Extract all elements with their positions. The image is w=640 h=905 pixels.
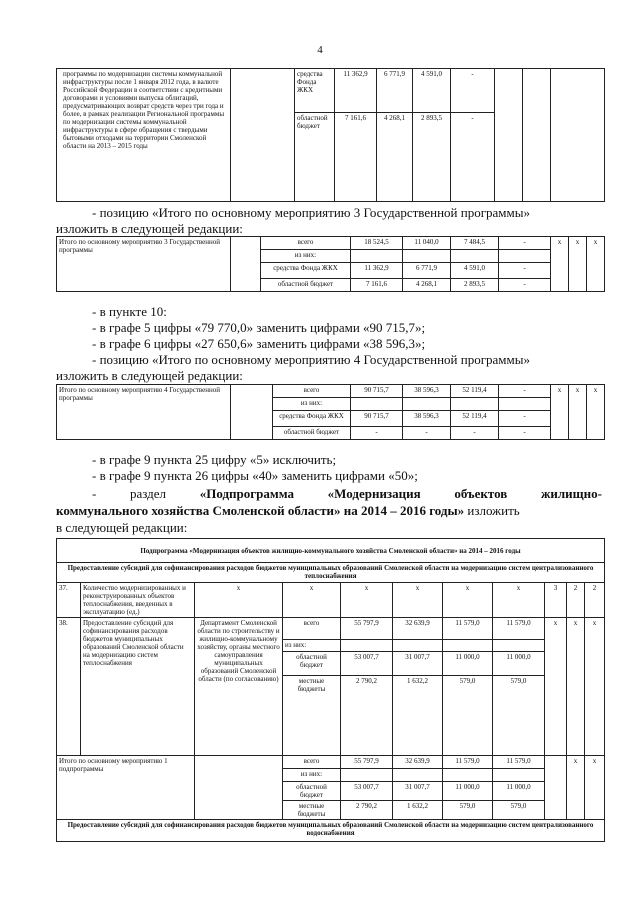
source-cell: местные бюджеты [283,676,341,756]
value-cell: 6 771,9 [403,263,451,279]
source-cell: областной бюджет [283,782,341,801]
x-cell: x [567,618,585,756]
paragraph: - позицию «Итого по основному мероприятию 4 Государственной программы» [92,352,530,367]
word: раздел [130,486,167,501]
source-cell: из них: [261,250,351,263]
value-cell [451,398,499,411]
value-cell: 31 007,7 [393,782,443,801]
value-cell [341,640,393,652]
value-cell: 31 007,7 [393,652,443,676]
value-cell: 4 591,0 [413,69,451,113]
value-cell [403,398,451,411]
x-cell: x [569,237,587,292]
value-cell: 579,0 [493,676,545,756]
paragraph: - в графе 5 цифры «79 770,0» заменить цифрами «90 715,7»; [92,320,426,335]
table-continuation [56,68,605,202]
source-cell: областной бюджет [283,652,341,676]
source-cell: всего [283,756,341,769]
value-cell [351,398,403,411]
value-cell: 11 362,9 [335,69,377,113]
value-cell [443,640,493,652]
x-cell: x [393,583,443,618]
word: «Модернизация [327,486,421,501]
empty-cell [231,385,273,440]
executor-cell [231,69,295,202]
value-cell: 7 161,6 [351,279,403,292]
paragraph: изложить в следующей редакции: [56,221,243,236]
program-description: программы по модернизации системы коммунальной инфраструктуры после 1 января 2012 года, в валюте Российской Федерации в соответствии с кредитными договорами и условиями выпуска облигаций, предусматривающих возврат средств через три года и более, в рамках реализации Региональной программы по модернизации системы коммунальной инфраструктуры в сфере обращения с твердыми бытовыми отходами на территории Смоленской области на 2013 – 2015 годы [57,69,231,202]
value-cell: 90 715,7 [351,385,403,398]
source-cell: из них: [283,640,341,652]
text: изложить [464,503,520,518]
value-cell: 53 007,7 [341,652,393,676]
x-cell: x [545,618,567,756]
value-cell [499,398,551,411]
value-cell: - [499,385,551,398]
word: «Подпрограмма [199,486,294,501]
value-cell: - [351,427,403,440]
x-cell: x [587,385,605,440]
source-cell: областной бюджет [273,427,351,440]
page-number: 4 [317,44,323,56]
source-cell: областной бюджет [261,279,351,292]
value-cell: 11 579,0 [443,618,493,640]
value-cell: 11 579,0 [443,756,493,769]
empty-cell [545,756,567,820]
value-cell: 53 007,7 [341,782,393,801]
subprogram-header: Подпрограмма «Модернизация объектов жилищно-коммунального хозяйства Смоленской области» на 2014 – 2016 годы [57,539,605,563]
x-cell: x [585,618,605,756]
source-cell: из них: [273,398,351,411]
value-cell: 2 790,2 [341,801,393,820]
value-cell: 3 [545,583,567,618]
source-cell: всего [283,618,341,640]
paragraph [56,503,602,518]
total-title: Итого по основному мероприятию 3 Государственной программы [57,237,231,292]
value-cell: 2 [585,583,605,618]
row-number: 37. [57,583,81,618]
source-cell: всего [273,385,351,398]
empty-cell [551,69,605,202]
paragraph [56,486,602,501]
value-cell: 18 524,5 [351,237,403,250]
value-cell [493,640,545,652]
value-cell: 7 161,6 [335,113,377,202]
paragraph: в следующей редакции: [56,520,188,535]
paragraph: - в графе 9 пункта 26 цифры «40» заменить цифрами «50»; [92,468,418,483]
empty-cell [523,69,551,202]
table-subprogram [56,538,605,842]
value-cell: - [499,237,551,250]
row-number: 38. [57,618,81,756]
source-cell: местные бюджеты [283,801,341,820]
x-cell: x [443,583,493,618]
value-cell: 11 000,0 [443,652,493,676]
value-cell: 1 632,2 [393,801,443,820]
x-cell: x [551,237,569,292]
value-cell [493,769,545,782]
value-cell: 579,0 [443,676,493,756]
empty-cell [231,237,261,292]
value-cell: 11 000,0 [493,652,545,676]
value-cell: 11 579,0 [493,618,545,640]
value-cell: 2 893,5 [451,279,499,292]
paragraph: - позицию «Итого по основному мероприятию 3 Государственной программы» [92,205,530,220]
source-cell: областной бюджет [295,113,335,202]
value-cell [393,640,443,652]
empty-cell [495,69,523,202]
source-cell: средства Фонда ЖКХ [261,263,351,279]
value-cell: - [451,69,495,113]
source-cell: средства Фонда ЖКХ [295,69,335,113]
paragraph: - в пункте 10: [92,304,167,319]
value-cell: 11 362,9 [351,263,403,279]
value-cell [451,250,499,263]
value-cell [499,250,551,263]
word: жилищно- [540,486,602,501]
source-cell: всего [261,237,351,250]
paragraph: - в графе 6 цифры «27 650,6» заменить цифрами «38 596,3»; [92,336,426,351]
source-cell: средства Фонда ЖКХ [273,411,351,427]
total-title: Итого по основному мероприятию 1 подпрограммы [57,756,195,820]
value-cell: 4 268,1 [377,113,413,202]
table-total-4 [56,384,605,440]
section-header: Предоставление субсидий для софинансирования расходов бюджетов муниципальных образований Смоленской области на модернизацию систем централизованного теплоснабжения [57,563,605,583]
table-total-3 [56,236,605,292]
value-cell: - [451,113,495,202]
value-cell: 32 639,9 [393,618,443,640]
x-cell: x [569,385,587,440]
value-cell [341,769,393,782]
value-cell: 7 484,5 [451,237,499,250]
measure-description: Предоставление субсидий для софинансирования расходов бюджетов муниципальных образований Смоленской области на модернизацию систем теплоснабжения [81,618,195,756]
section-header: Предоставление субсидий для софинансирования расходов бюджетов муниципальных образований Смоленской области на модернизацию систем централизованного водоснабжения [57,820,605,842]
value-cell: 579,0 [493,801,545,820]
value-cell: 32 639,9 [393,756,443,769]
x-cell: x [283,583,341,618]
value-cell: - [451,427,499,440]
value-cell: 55 797,9 [341,618,393,640]
value-cell: 6 771,9 [377,69,413,113]
value-cell: - [499,411,551,427]
source-cell: из них: [283,769,341,782]
paragraph: изложить в следующей редакции: [56,368,243,383]
value-cell: 1 632,2 [393,676,443,756]
value-cell: - [499,263,551,279]
value-cell: 38 596,3 [403,385,451,398]
value-cell [393,769,443,782]
bold-text: коммунального хозяйства Смоленской области» на 2014 – 2016 годы» [56,503,465,518]
indicator-description: Количество модернизированных и реконструированных объектов теплоснабжения, введенных в эксплуатацию (ед.) [81,583,195,618]
x-cell: x [567,756,585,820]
value-cell: 55 797,9 [341,756,393,769]
value-cell [403,250,451,263]
value-cell: 579,0 [443,801,493,820]
total-title: Итого по основному мероприятию 4 Государственной программы [57,385,231,440]
value-cell: 2 893,5 [413,113,451,202]
value-cell: 38 596,3 [403,411,451,427]
executor-cell: Департамент Смоленской области по строительству и жилищно-коммунальному хозяйству, органы местного самоуправления муниципальных образований Смоленской области (по согласованию) [195,618,283,756]
value-cell: 52 119,4 [451,385,499,398]
value-cell: 2 790,2 [341,676,393,756]
x-cell: x [493,583,545,618]
value-cell: 11 000,0 [443,782,493,801]
x-cell: x [551,385,569,440]
value-cell: - [403,427,451,440]
word: объектов [454,486,508,501]
value-cell: 11 040,0 [403,237,451,250]
value-cell: 2 [567,583,585,618]
value-cell: - [499,427,551,440]
x-cell: x [341,583,393,618]
value-cell: 11 000,0 [493,782,545,801]
value-cell [351,250,403,263]
dash: - [92,486,97,501]
paragraph: - в графе 9 пункта 25 цифру «5» исключить; [92,452,337,467]
empty-cell [195,756,283,820]
value-cell: - [499,279,551,292]
value-cell: 4 268,1 [403,279,451,292]
value-cell: 4 591,0 [451,263,499,279]
value-cell: 52 119,4 [451,411,499,427]
value-cell [443,769,493,782]
value-cell: 11 579,0 [493,756,545,769]
x-cell: x [195,583,283,618]
x-cell: x [587,237,605,292]
value-cell: 90 715,7 [351,411,403,427]
x-cell: x [585,756,605,820]
